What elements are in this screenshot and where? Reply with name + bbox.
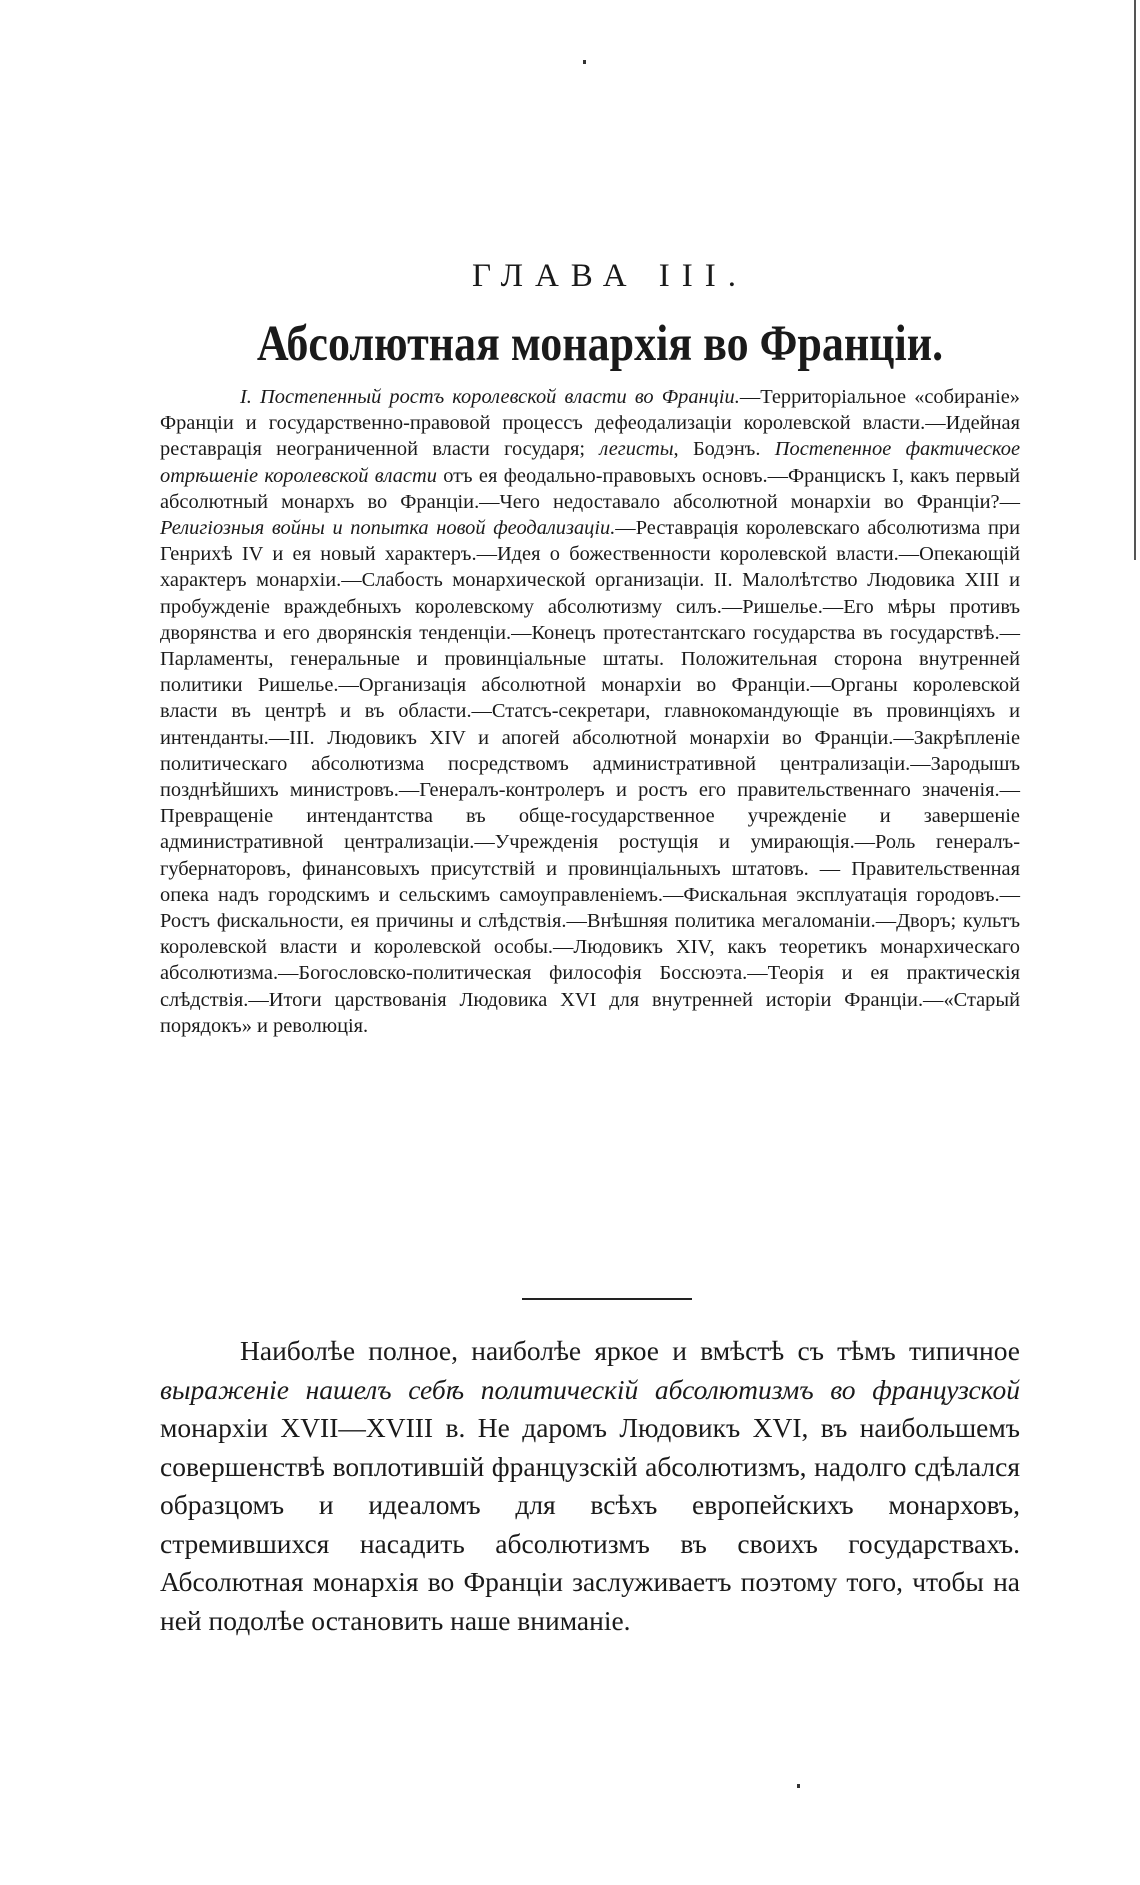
summary-segment: Религіозныя войны и попытка новой феодализаціи. <box>160 517 616 540</box>
intro-segment: монархіи XVII—XVIII в. Не даромъ Людовикъ XVI, въ наибольшемъ совершенствѣ воплотившій французскій абсолютизмъ, надолго сдѣлался образцомъ и идеаломъ для всѣхъ европейскихъ монарховъ, стремившихся насадить абсолютизмъ въ своихъ государствахъ. Абсолютная монархія во Франціи заслуживаетъ поэтому того, чтобы на ней подолѣе остановить наше вниманіе. <box>160 1412 1020 1636</box>
summary-segment: легисты <box>599 438 674 461</box>
summary-segment: I. Постепенный ростъ королевской власти во Франціи. <box>240 386 740 408</box>
intro-paragraph <box>160 1332 1020 1640</box>
summary-segment: —Реставрація королевскаго абсолютизма при Генрихѣ IV и ея новый характеръ.—Идея о божественности королевской власти.—Опекающій характеръ монархіи.—Слабость монархической организаціи. II. Малолѣтство Людовика XIII и пробужденіе враждебныхъ королевскому абсолютизму силъ.—Ришелье.—Его мѣры противъ дворянства и его дворянскія тенденціи.—Конецъ протестантскаго государства въ государствѣ.—Парламенты, генеральные и провинціальные штаты. Положительная сторона внутренней политики Ришелье.—Организація абсолютной монархіи во Франціи.—Органы королевской власти въ центрѣ и въ области.—Статсъ-секретари, главнокомандующіе въ провинціяхъ и интенданты.—III. Людовикъ XIV и апогей абсолютной монархіи во Франціи.—Закрѣпленіе политическаго абсолютизма посредствомъ административной централизаціи.—Зародышъ позднѣйшихъ министровъ.—Генералъ-контролеръ и ростъ его правительственнаго значенія.—Превращеніе интендантства въ обще-государственное учрежденіе и завершеніе административной централизаціи.—Учрежденія ростущія и умирающія.—Роль генералъ-губернаторовъ, финансовыхъ присутствій и провинціальныхъ штатовъ. — Правительственная опека надъ городскимъ и сельскимъ самоуправленіемъ.—Фискальная эксплуатація городовъ.—Ростъ фискальности, ея причины и слѣдствія.—Внѣшняя политика мегаломаніи.—Дворъ; культъ королевской власти и королевской особы.—Людовикъ XIV, какъ теоретикъ монархическаго абсолютизма.—Богословско-политическая философія Боссюэта.—Теорія и ея практическія слѣдствія.—Итоги царствованія Людовика XVI для внутренней исторіи Франціи.—«Старый порядокъ» и революція. <box>160 517 1020 1037</box>
chapter-title: Абсолютная монархія во Франціи. <box>256 315 944 372</box>
chapter-number: ГЛАВА III. <box>471 258 749 294</box>
section-divider <box>522 1298 692 1300</box>
summary-segment: Постепенное фактическое отрѣшеніе королевской власти <box>160 438 1020 487</box>
intro-segment: Наиболѣе полное, наиболѣе яркое и вмѣстѣ съ тѣмъ типичное <box>240 1335 1020 1366</box>
summary-segment: , Бодэнъ. <box>673 438 775 461</box>
summary-segment: —Территоріальное «собираніе» Франціи и государственно-правовой процессъ дефеодализаціи королевской власти.—Идейная реставрація неограниченной власти государя; <box>160 386 1020 461</box>
print-speck <box>583 60 586 64</box>
intro-segment: выраженіе нашелъ себѣ политическій абсолютизмъ во французской <box>160 1373 1020 1405</box>
chapter-summary <box>160 384 1020 1039</box>
print-speck <box>797 1784 800 1788</box>
summary-segment: отъ ея феодально-правовыхъ основъ.—Францискъ I, какъ первый абсолютный монархъ во Франціи.—Чего недоставало абсолютной монархіи во Франціи?— <box>160 464 1020 513</box>
